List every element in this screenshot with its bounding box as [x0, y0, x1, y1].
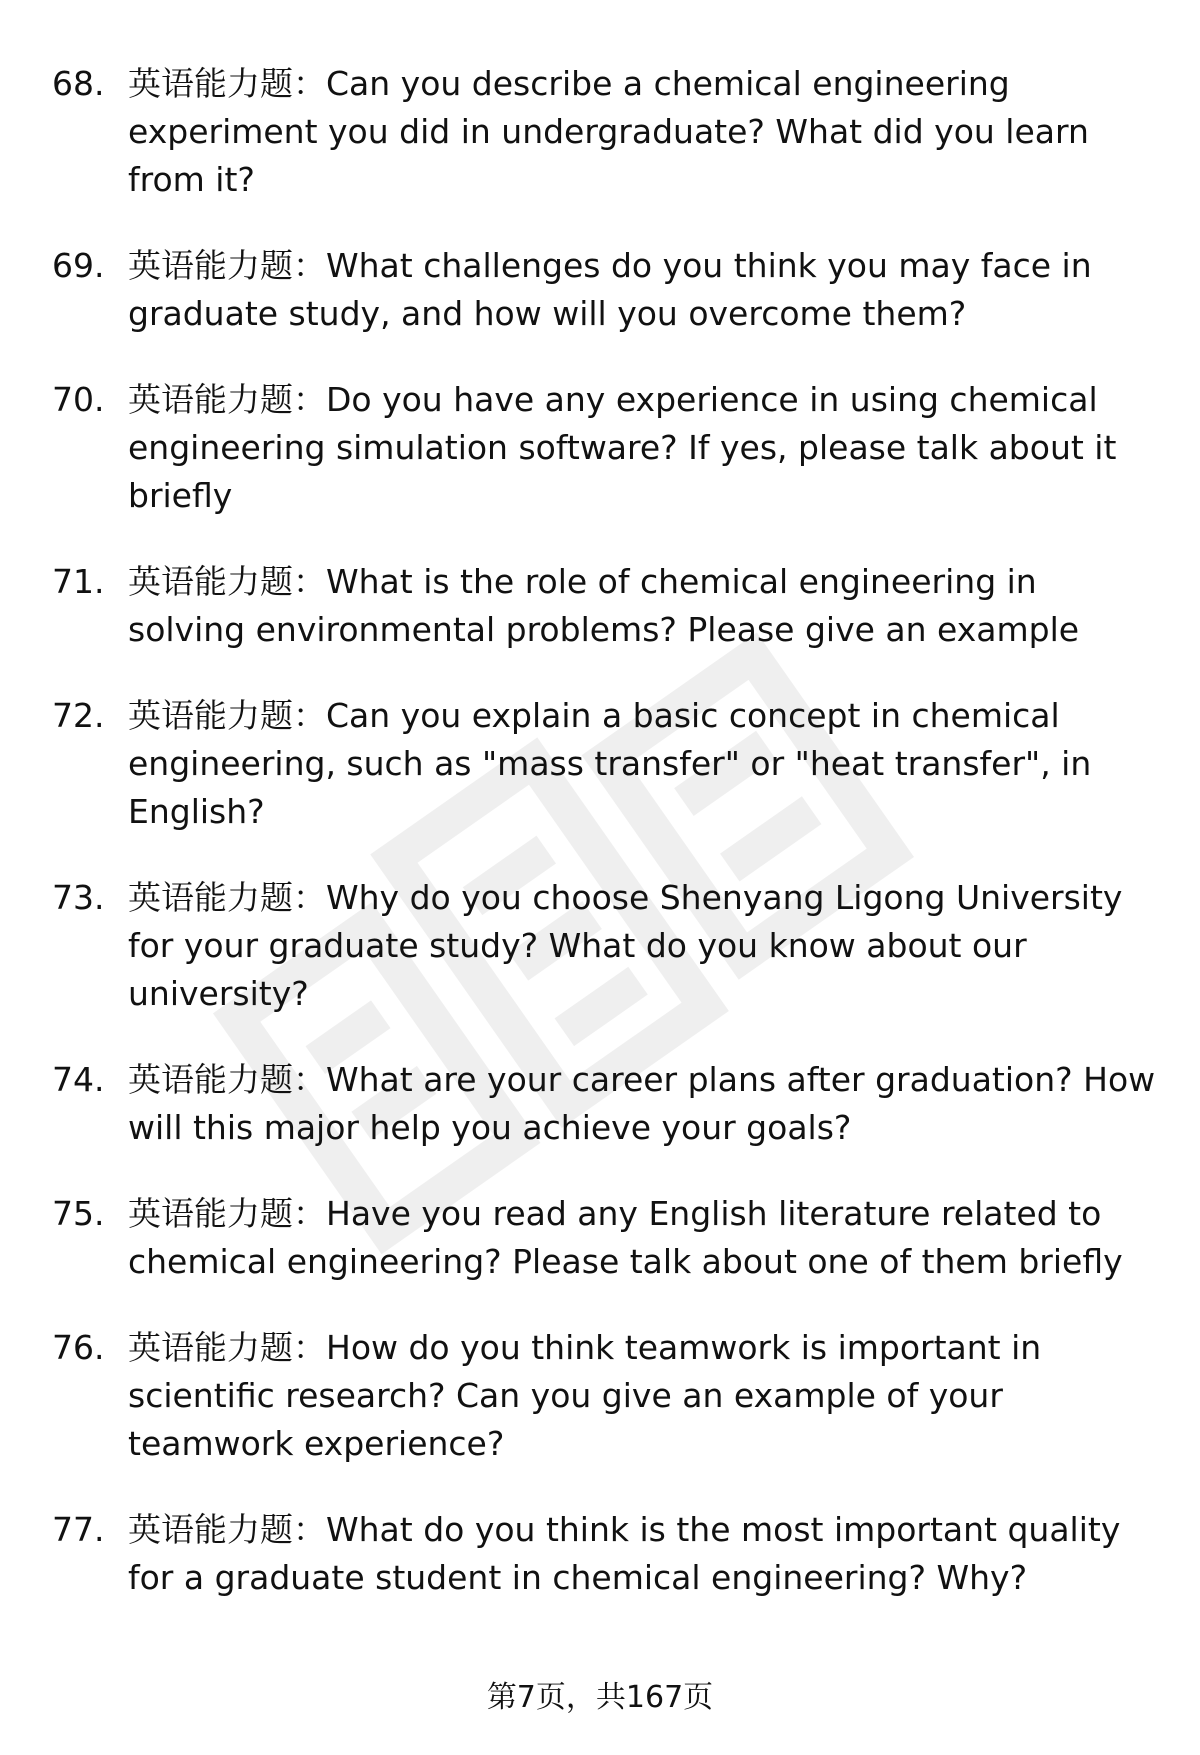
question-label: 英语能力题：: [128, 1060, 326, 1099]
question-number: 70.: [52, 380, 105, 419]
question-item: [0, 242, 1200, 338]
question-text: What are your career plans after graduation? How will this major help you achieve your goals?: [128, 1060, 1156, 1147]
question-label: 英语能力题：: [128, 1510, 326, 1549]
question-label: 英语能力题：: [128, 562, 326, 601]
question-body: [128, 558, 1158, 654]
page-footer: 第7页，共167页: [486, 1680, 714, 1715]
question-body: [128, 376, 1158, 520]
question-text: Do you have any experience in using chemical engineering simulation software? If yes, please talk about it briefly: [128, 380, 1117, 515]
question-number: 73.: [52, 878, 105, 917]
question-item: [0, 1324, 1200, 1468]
question-item: [0, 1506, 1200, 1602]
question-list: [0, 60, 1200, 1640]
question-text: Have you read any English literature related to chemical engineering? Please talk about one of them briefly: [128, 1194, 1123, 1281]
question-label: 英语能力题：: [128, 696, 326, 735]
question-number: 77.: [52, 1510, 105, 1549]
question-label: 英语能力题：: [128, 64, 326, 103]
question-label: 英语能力题：: [128, 246, 326, 285]
question-body: [128, 1190, 1158, 1286]
question-body: [128, 60, 1158, 204]
question-number: 76.: [52, 1328, 105, 1367]
question-text: How do you think teamwork is important in scientific research? Can you give an example of your teamwork experience?: [128, 1328, 1042, 1463]
question-body: [128, 1506, 1158, 1602]
question-label: 英语能力题：: [128, 380, 326, 419]
question-number: 72.: [52, 696, 105, 735]
question-number: 71.: [52, 562, 105, 601]
question-label: 英语能力题：: [128, 1328, 326, 1367]
question-body: [128, 1324, 1158, 1468]
question-body: [128, 1056, 1158, 1152]
question-text: Can you explain a basic concept in chemical engineering, such as "mass transfer" or "heat transfer", in English?: [128, 696, 1092, 831]
question-label: 英语能力题：: [128, 1194, 326, 1233]
question-body: [128, 242, 1158, 338]
question-number: 69.: [52, 246, 105, 285]
question-item: [0, 874, 1200, 1018]
question-number: 74.: [52, 1060, 105, 1099]
question-number: 68.: [52, 64, 105, 103]
question-text: What do you think is the most important quality for a graduate student in chemical engineering? Why?: [128, 1510, 1121, 1597]
question-label: 英语能力题：: [128, 878, 326, 917]
question-item: [0, 376, 1200, 520]
question-item: [0, 60, 1200, 204]
question-item: [0, 558, 1200, 654]
question-item: [0, 1056, 1200, 1152]
question-text: Can you describe a chemical engineering experiment you did in undergraduate? What did you learn from it?: [128, 64, 1089, 199]
question-text: What challenges do you think you may face in graduate study, and how will you overcome them?: [128, 246, 1092, 333]
question-text: Why do you choose Shenyang Ligong University for your graduate study? What do you know about our university?: [128, 878, 1123, 1013]
question-item: [0, 1190, 1200, 1286]
question-text: What is the role of chemical engineering in solving environmental problems? Please give an example: [128, 562, 1080, 649]
question-item: [0, 692, 1200, 836]
question-number: 75.: [52, 1194, 105, 1233]
question-body: [128, 692, 1158, 836]
question-body: [128, 874, 1158, 1018]
